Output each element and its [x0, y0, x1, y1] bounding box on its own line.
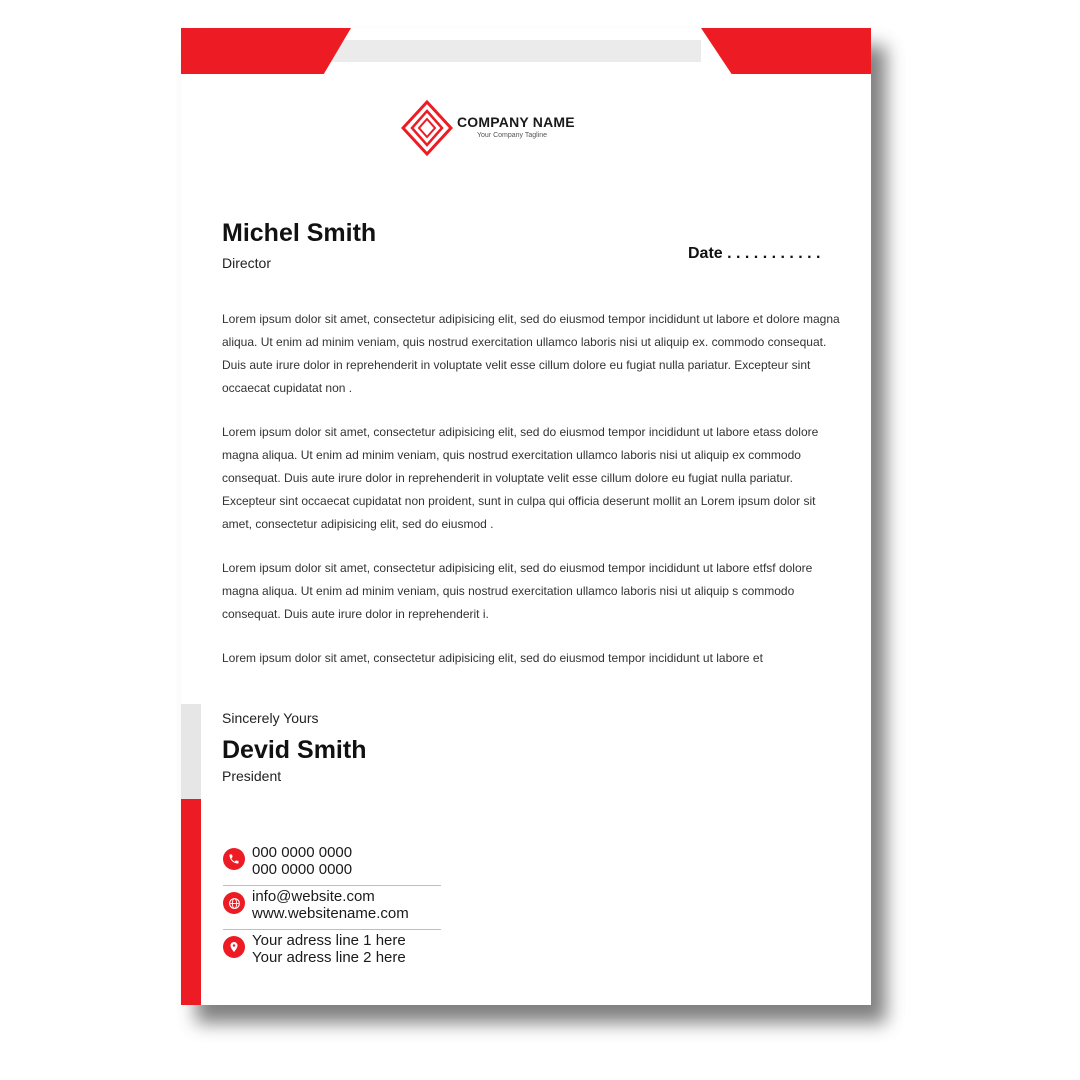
address-line-1: Your adress line 1 here [252, 932, 406, 949]
letterhead-page [181, 28, 871, 1005]
diamond-logo-icon [401, 100, 453, 156]
body-paragraph: Lorem ipsum dolor sit amet, consectetur adipisicing elit, sed do eiusmod tempor incididunt ut labore etass dolore magna aliqua. Ut enim ad minim veniam, quis nostrud exercitation ullamco laboris nisi ut aliquip ex commodo consequat. Duis aute irure dolor in reprehenderit in voluptate velit esse cillum dolore eu fugiat nulla pariatur. Excepteur sint occaecat cupidatat non proident, sunt in culpa qui officia deserunt mollit an Lorem ipsum dolor sit amet, consectetur adipisicing elit, sed do eiusmod . [222, 425, 819, 531]
address-line-2: Your adress line 2 here [252, 949, 406, 966]
side-gray-strip [181, 704, 201, 800]
phone-number-1: 000 0000 0000 [252, 844, 353, 861]
company-name: COMPANY NAME [457, 114, 575, 130]
email-address: info@website.com [252, 888, 375, 905]
location-pin-icon [223, 936, 245, 958]
header-red-corner-left [181, 28, 351, 74]
letter-body [222, 308, 842, 670]
globe-icon [223, 892, 245, 914]
signer-title: President [222, 768, 282, 784]
website-address: www.websitename.com [252, 905, 409, 922]
body-paragraph: Lorem ipsum dolor sit amet, consectetur adipisicing elit, sed do eiusmod tempor incididunt ut labore et [222, 651, 763, 665]
company-tagline: Your Company Tagline [477, 132, 548, 139]
recipient-title: Director [222, 255, 272, 271]
contact-block [223, 844, 443, 974]
phone-icon [223, 848, 245, 870]
phone-number-2: 000 0000 0000 [252, 861, 353, 878]
body-paragraph: Lorem ipsum dolor sit amet, consectetur adipisicing elit, sed do eiusmod tempor incididunt ut labore etfsf dolore magna aliqua. Ut enim ad minim veniam, quis nostrud exercitation ullamco laboris nisi ut aliquip s commodo consequat. Duis aute irure dolor in reprehenderit i. [222, 561, 813, 621]
contact-web-row [223, 888, 443, 930]
body-paragraph: Lorem ipsum dolor sit amet, consectetur adipisicing elit, sed do eiusmod tempor incididunt ut labore et dolore magna aliqua. Ut enim ad minim veniam, quis nostrud exercitation ullamco laboris nisi ut aliquip ex. commodo consequat. Duis aute irure dolor in reprehenderit in voluptate velit esse cillum dolore eu fugiat nulla pariatur. Excepteur sint occaecat cupidatat non . [222, 312, 840, 395]
closing-salutation: Sincerely Yours [222, 710, 319, 726]
company-logo [401, 100, 601, 156]
contact-address-row [223, 932, 443, 974]
date-field: Date . . . . . . . . . . . [688, 245, 821, 262]
side-red-strip [181, 799, 201, 1005]
signer-name: Devid Smith [222, 736, 367, 764]
recipient-name: Michel Smith [222, 219, 377, 247]
header-gray-band [331, 40, 701, 62]
contact-phone-row [223, 844, 443, 886]
header-red-corner-right [701, 28, 871, 74]
